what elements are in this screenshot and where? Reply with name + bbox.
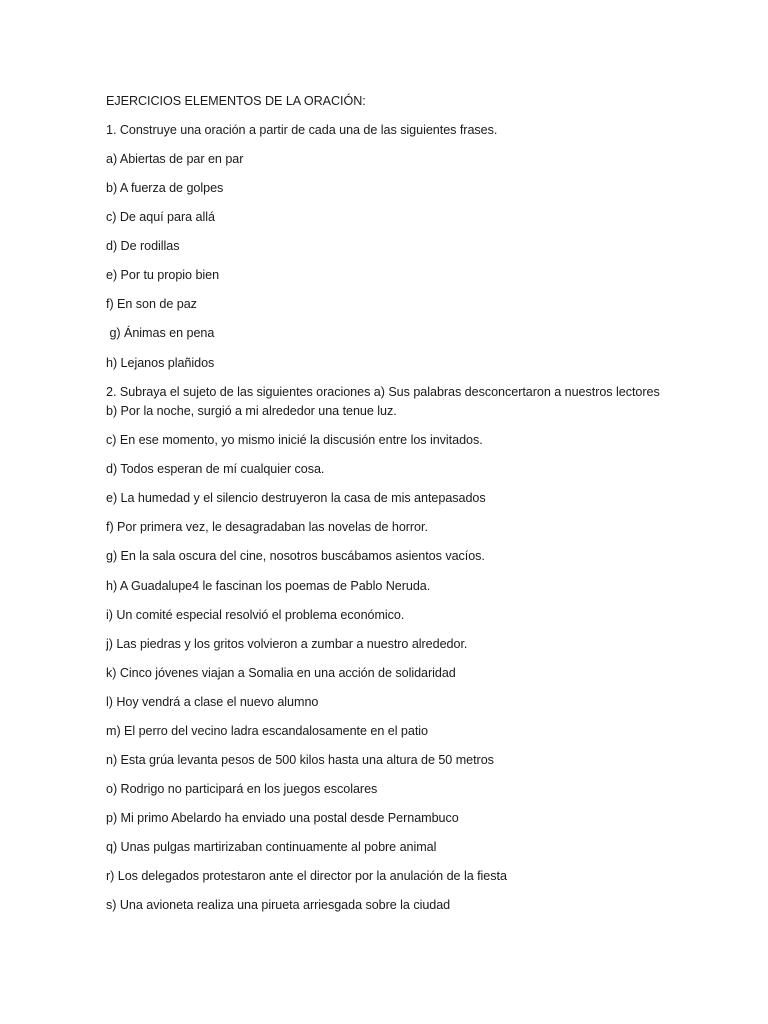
exercise-1-item: d) De rodillas bbox=[106, 239, 180, 253]
document-title: EJERCICIOS ELEMENTOS DE LA ORACIÓN: bbox=[106, 94, 366, 108]
exercise-2-item: f) Por primera vez, le desagradaban las novelas de horror. bbox=[106, 520, 428, 534]
exercise-2-item: m) El perro del vecino ladra escandalosamente en el patio bbox=[106, 724, 428, 738]
exercise-2-item: e) La humedad y el silencio destruyeron la casa de mis antepasados bbox=[106, 491, 486, 505]
exercise-2-prompt: 2. Subraya el sujeto de las siguientes oraciones a) Sus palabras desconcertaron a nuestros lectores bbox=[106, 385, 660, 399]
exercise-2-item: b) Por la noche, surgió a mi alrededor una tenue luz. bbox=[106, 404, 397, 418]
exercise-1-item: a) Abiertas de par en par bbox=[106, 152, 244, 166]
exercise-2-item: q) Unas pulgas martirizaban continuamente al pobre animal bbox=[106, 840, 437, 854]
exercise-2-item: p) Mi primo Abelardo ha enviado una postal desde Pernambuco bbox=[106, 811, 459, 825]
exercise-2-item: c) En ese momento, yo mismo inicié la discusión entre los invitados. bbox=[106, 433, 483, 447]
exercise-2-item: j) Las piedras y los gritos volvieron a zumbar a nuestro alrededor. bbox=[106, 637, 468, 651]
exercise-1-item: f) En son de paz bbox=[106, 297, 197, 311]
exercise-2-item: n) Esta grúa levanta pesos de 500 kilos hasta una altura de 50 metros bbox=[106, 753, 494, 767]
exercise-2-item: r) Los delegados protestaron ante el director por la anulación de la fiesta bbox=[106, 869, 507, 883]
exercise-1-item: g) Ánimas en pena bbox=[106, 326, 215, 340]
exercise-2-item: k) Cinco jóvenes viajan a Somalia en una acción de solidaridad bbox=[106, 666, 456, 680]
exercise-2-item: g) En la sala oscura del cine, nosotros buscábamos asientos vacíos. bbox=[106, 549, 485, 563]
exercise-2-item: h) A Guadalupe4 le fascinan los poemas de Pablo Neruda. bbox=[106, 579, 431, 593]
exercise-2-item: o) Rodrigo no participará en los juegos escolares bbox=[106, 782, 378, 796]
exercise-2-item: i) Un comité especial resolvió el problema económico. bbox=[106, 608, 405, 622]
exercise-1-prompt: 1. Construye una oración a partir de cada una de las siguientes frases. bbox=[106, 123, 498, 137]
exercise-1-item: b) A fuerza de golpes bbox=[106, 181, 224, 195]
exercise-1-item: h) Lejanos plañidos bbox=[106, 356, 215, 370]
exercise-1-item: c) De aquí para allá bbox=[106, 210, 215, 224]
exercise-1-item: e) Por tu propio bien bbox=[106, 268, 220, 282]
exercise-2-item: d) Todos esperan de mí cualquier cosa. bbox=[106, 462, 325, 476]
exercise-2-item: l) Hoy vendrá a clase el nuevo alumno bbox=[106, 695, 319, 709]
exercise-2-item: s) Una avioneta realiza una pirueta arriesgada sobre la ciudad bbox=[106, 898, 451, 912]
